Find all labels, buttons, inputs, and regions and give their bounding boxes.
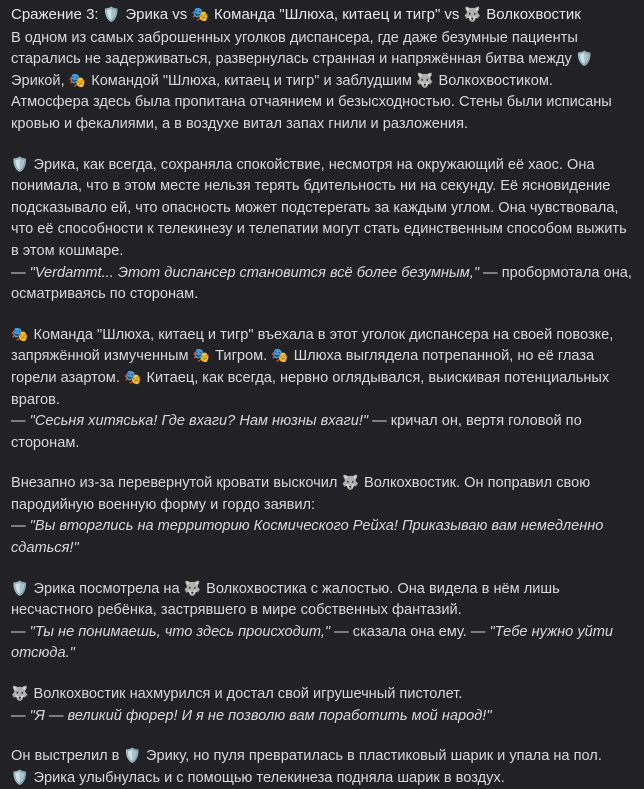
- text: Командой "Шлюха, китаец и тигр" и заблудшим: [91, 72, 416, 89]
- shield-icon: 🛡️: [102, 7, 121, 23]
- dash: —: [11, 623, 30, 640]
- text: Команда "Шлюха, китаец и тигр" въехала в этот уголок диспансера на своей повозке, запряжённой измученным: [11, 326, 614, 365]
- text: В одном из самых заброшенных уголков диспансера, где даже безумные пациенты старались не задерживаться, развернулась странная и напряжённая битва между: [11, 29, 578, 68]
- paragraph-shot: [11, 746, 634, 789]
- quote: "Сесьня хитяська! Где вхаги? Нам нюзны вхаги!": [29, 413, 369, 430]
- title-part-1: Эрика vs: [125, 6, 192, 23]
- paragraph-intro: [11, 28, 634, 136]
- title-part-2: Команда "Шлюха, китаец и тигр" vs: [214, 6, 464, 23]
- paragraph-team: [11, 325, 634, 455]
- quote: "Ты не понимаешь, что здесь происходит,": [29, 623, 331, 640]
- text: Эрика улыбнулась и с помощью телекинеза подняла шарик в воздух.: [33, 769, 505, 786]
- paragraph-wolf-pistol: [11, 684, 634, 727]
- dash: —: [11, 264, 30, 281]
- text: Он выстрелил в: [11, 748, 124, 765]
- text: Волкохвостика с жалостью. Она видела в нём лишь несчастного ребёнка, застрявшего в мире собственных фантазий.: [11, 580, 560, 619]
- text: — пробормотала она, осматриваясь по сторонам.: [11, 264, 632, 303]
- quote: "Verdammt... Этот диспансер становится всё более безумным,": [29, 264, 479, 281]
- text: Волкохвостик. Он поправил свою пародийную военную форму и гордо заявил:: [11, 475, 591, 513]
- theater-masks-icon: 🎭: [68, 72, 87, 89]
- text: Эрикой,: [11, 72, 69, 89]
- theater-masks-icon: 🎭: [11, 326, 29, 343]
- title-part-3: Волкохвостик: [486, 6, 581, 23]
- paragraph-erika-pity: [11, 579, 634, 665]
- shield-icon: 🛡️: [11, 156, 29, 173]
- wolf-icon: 🐺: [416, 72, 434, 89]
- quote: "Тебе нужно уйти отсюда.": [11, 623, 614, 662]
- quote: "Вы вторглись на территорию Космического Рейха! Приказываю вам немедленно сдаться!": [11, 518, 604, 557]
- text: Китаец, как всегда, нервно оглядывался, выискивая потенциальных врагов.: [11, 369, 610, 408]
- paragraph-wolf-appears: [11, 473, 634, 559]
- theater-masks-icon: 🎭: [123, 369, 142, 386]
- theater-masks-icon: 🎭: [191, 7, 209, 23]
- text: — кричал он, вертя головой по сторонам.: [11, 413, 582, 451]
- shield-icon: 🛡️: [11, 580, 29, 597]
- text: Волкохвостиком. Атмосфера здесь была пропитана отчаянием и безысходностью. Стены были исписаны кровью и фекалиями, а в воздухе витал запах гнили и разложения.: [11, 72, 612, 132]
- text: — сказала она ему. —: [330, 623, 490, 640]
- wolf-icon: 🐺: [463, 7, 482, 23]
- shield-icon: 🛡️: [123, 748, 141, 765]
- title-prefix: Сражение 3:: [11, 6, 103, 23]
- text: Шлюха выглядела потрепанной, но её глаза горели азартом.: [11, 348, 595, 386]
- text: Эрика посмотрела на: [33, 580, 184, 597]
- text: Эрика, как всегда, сохраняла спокойствие, несмотря на окружающий её хаос. Она понимала, что в этом месте нельзя терять бдительность ни на секунду. Её ясновидение подсказывало ей, что опасность может подстерегать за каждым углом. Она чувствовала, что её способности к телекинезу и телепатии могут стать единственным способом выжить в этом кошмаре.: [11, 156, 627, 259]
- battle-title: [11, 4, 634, 26]
- wolf-icon: 🐺: [183, 580, 202, 597]
- text: Внезапно из-за перевернутой кровати выскочил: [11, 475, 342, 492]
- theater-masks-icon: 🎭: [192, 348, 211, 365]
- text: Эрику, но пуля превратилась в пластиковый шарик и упала на пол.: [145, 748, 602, 765]
- theater-masks-icon: 🎭: [271, 348, 289, 365]
- text: Волкохвостик нахмурился и достал свой игрушечный пистолет.: [33, 686, 463, 703]
- dash: —: [11, 707, 30, 724]
- text: Тигром.: [215, 348, 272, 365]
- paragraph-erika: [11, 155, 634, 306]
- quote: "Я — великий фюрер! И я не позволю вам поработить мой народ!": [29, 707, 492, 724]
- shield-icon: 🛡️: [11, 769, 29, 786]
- dash: —: [11, 413, 30, 430]
- shield-icon: 🛡️: [575, 51, 594, 68]
- wolf-icon: 🐺: [341, 475, 359, 492]
- wolf-icon: 🐺: [11, 686, 29, 703]
- dash: —: [11, 518, 30, 535]
